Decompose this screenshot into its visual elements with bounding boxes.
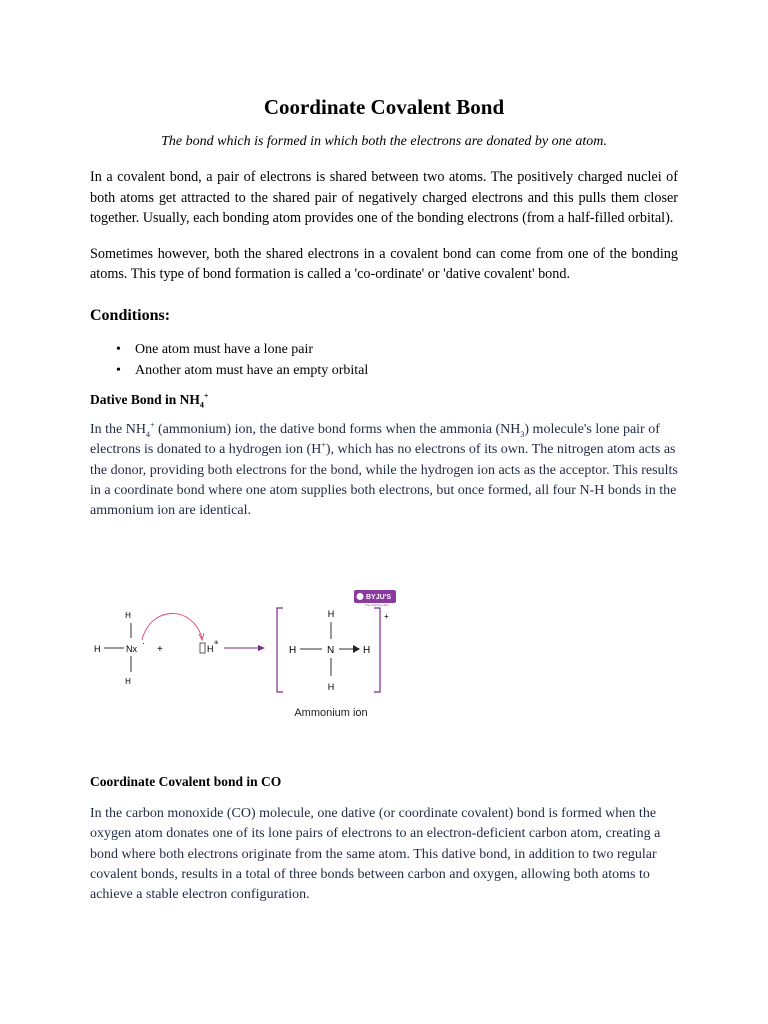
paragraph-covalent-bond: In a covalent bond, a pair of electrons is shared between two atoms. The positively charged nuclei of both atoms get attracted to the shared pair of negatively charged electrons and this pulls them closer together. Usually, each bonding atom provides one of the bonding electrons (from a half-filled orbital). <box>90 169 678 227</box>
right-n-label: N <box>327 645 335 656</box>
logo-text: BYJU'S <box>366 594 392 601</box>
diagram-caption: Ammonium ion <box>294 707 368 719</box>
electron-transfer-curve <box>142 613 202 640</box>
empty-orbital-box <box>200 643 205 653</box>
list-item: • One atom must have a lone pair <box>135 339 678 360</box>
hydrogen-ion-charge: ⊕ <box>214 640 219 646</box>
hydrogen-ion: H <box>207 644 214 654</box>
paragraph-ammonium <box>90 420 678 521</box>
right-h-top: H <box>327 609 335 619</box>
ammonium-text-d: ), which has no electrons of its own. The nitrogen atom acts as the donor, providing both electrons for the bond, while the hydrogen ion acts as the acceptor. This results in a coordinate bond where one atom supplies both electrons, but once formed, all four N-H bonds in the ammonium ion are identical. <box>90 442 678 519</box>
ammonium-sup-c: + <box>321 440 326 450</box>
left-h-left: H <box>94 644 101 654</box>
document-page <box>90 92 678 521</box>
logo-tagline: The Learning App <box>365 603 389 607</box>
ion-charge: + <box>384 612 389 621</box>
paragraph-dative-bond: Sometimes however, both the shared electrons in a covalent bond can come from one of the bonding atoms. This type of bond formation is called a 'co-ordinate' or 'dative covalent' bond. <box>90 245 678 283</box>
left-lone-pair: · <box>142 638 145 648</box>
left-h-bottom: H <box>125 677 131 686</box>
co-heading: Coordinate Covalent bond in CO <box>90 774 282 789</box>
ammonium-sub-a: 4 <box>146 429 150 439</box>
byjus-logo-mark-icon <box>357 593 364 600</box>
ammonium-text-b: (ammonium) ion, the dative bond forms when the ammonia (NH <box>154 421 521 437</box>
right-bracket <box>374 608 380 692</box>
left-n-label: Nx <box>126 644 137 654</box>
dative-bond-arrowhead <box>353 645 360 653</box>
nh4-heading-subscript: 4 <box>199 400 204 410</box>
left-h-top: H <box>125 611 131 620</box>
conditions-list <box>90 339 678 381</box>
ammonium-text-a: In the NH <box>90 421 146 437</box>
reaction-arrowhead <box>258 645 265 651</box>
page-title: Coordinate Covalent Bond <box>263 95 505 119</box>
right-h-bottom: H <box>327 682 335 692</box>
ammonium-sub-b: 3 <box>520 429 525 439</box>
nh4-heading-superscript: + <box>203 391 209 401</box>
left-bracket <box>277 608 283 692</box>
nh4-heading <box>90 390 678 410</box>
nh4-heading-text: Dative Bond in NH <box>90 391 200 407</box>
list-item: • Another atom must have an empty orbital <box>135 360 678 381</box>
ammonium-text-c: ) molecule's lone pair of electrons is donated to a hydrogen ion (H <box>90 421 660 458</box>
page-subtitle: The bond which is formed in which both the electrons are donated by one atom. <box>161 134 607 149</box>
paragraph-carbon-monoxide: In the carbon monoxide (CO) molecule, one dative (or coordinate covalent) bond is formed when the oxygen atom donates one of its lone pairs of electrons to an electron-deficient carbon atom, creating a bond where both electrons originate from the same atom. This dative bond, in addition to two regular covalent bonds, results in a total of three bonds between carbon and oxygen, allowing both atoms to achieve a stable electron configuration. <box>90 806 661 903</box>
right-h-right: H <box>363 645 371 656</box>
plus-sign: + <box>157 644 163 655</box>
right-h-left: H <box>289 645 297 656</box>
ammonium-diagram <box>90 586 420 722</box>
conditions-heading: Conditions: <box>90 306 171 324</box>
ammonium-sup-a: + <box>150 420 155 430</box>
